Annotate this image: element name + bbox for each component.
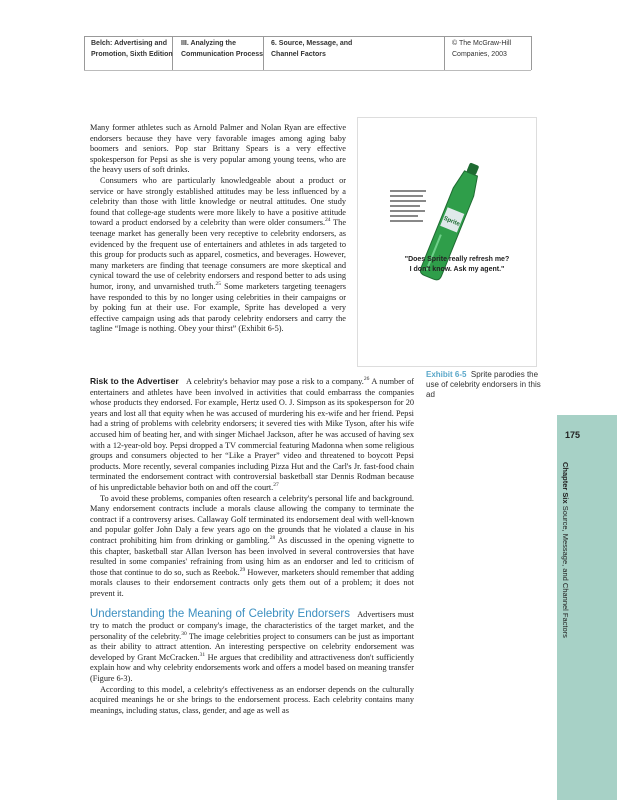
header-base-rule	[84, 70, 531, 71]
paragraph: To avoid these problems, companies often research a celebrity's personal life and background. Many endorsement contracts include a morals clause allowing the company to terminate the contract if a controversy arises. Callaway Golf terminated its endorsement deal with well-known and popular golfer John Daly a few years ago on the grounds that he violated a clause in his contract prohibiting him from drinking or gambling.$^{28}$ As discussed in the opening vignette to this chapter, basketball star Allan Iverson has been involved in several controversies that have resulted in some companies' refraining from using him as an endorser and led to criticism of those that continue to do so, such as Reebok.$^{29}$ However, marketers should remember that adding morals clauses to their endorsement contracts only gets them out of a problem; it does not prevent it.	[90, 493, 414, 598]
header-part: III. Analyzing the Communication Process	[181, 40, 264, 58]
exhibit-image	[357, 117, 537, 367]
header-book: Belch: Advertising and Promotion, Sixth Edition	[91, 40, 173, 58]
chapter-running-title: Chapter Six Source, Message, and Channel Factors	[561, 462, 570, 638]
header-chapter: 6. Source, Message, and Channel Factors	[271, 40, 353, 58]
header-rule	[84, 36, 531, 37]
sprite-ad-illustration	[358, 118, 536, 366]
header-divider	[531, 36, 532, 70]
header-copyright: © The McGraw-Hill Companies, 2003	[452, 40, 512, 58]
paragraph: Understanding the Meaning of Celebrity Endorsers Advertisers must try to match the product or company's image, the characteristics of the target market, and the personality of the celebrity.$^{30}$ The image celebrities project to consumers can be just as important as their ability to attract attention. An interesting perspective on celebrity endorsement was developed by Grant McCracken.$^{31}$ He argues that credibility and attractiveness don't sufficiently explain how and why celebrity endorsements work and offers a model based on meaning transfer (Figure 6-3).	[90, 608, 415, 684]
paragraph: Consumers who are particularly knowledgeable about a product or service or have strongly established attitudes may be less influenced by a celebrity than those with little knowledge or neutral attitudes. One study found that college-age students were more likely to have a positive attitude toward a product endorsed by a celebrity than were older consumers.$^{24}$ The teenage market has generally been very receptive to celebrity endorsers, as evidenced by the frequent use of entertainers and athletes in ads targeted to this group for products such as apparel, cosmetics, and beverages. However, many marketers are finding that teenage consumers are more skeptical and cynical toward the use of celebrity endorsers and respond better to ads using humor, irony, and unvarnished truth.$^{25}$ Some marketers targeting teenagers have responded to this by no longer using celebrities in their campaigns or by poking fun at their use. For example, Sprite has developed a very effective campaign using ads that parody celebrity endorsers and carry the tagline “Image is nothing. Obey your thirst” (Exhibit 6-5).	[90, 175, 346, 334]
runin-heading: Risk to the Advertiser	[90, 376, 179, 386]
section-heading: Understanding the Meaning of Celebrity Endorsers	[90, 608, 350, 621]
body-column-lower	[90, 376, 414, 716]
svg-text:Sprite: Sprite	[442, 215, 461, 228]
paragraph: Many former athletes such as Arnold Palmer and Nolan Ryan are effective endorsers because they have very favorable images among aging baby boomers and seniors. Pop star Brittany Spears is a very effective spokesperson for Pepsi as she is very popular among young teens, who are the heavy users of soft drinks.	[90, 123, 346, 175]
header-divider	[444, 36, 445, 70]
exhibit-caption: Exhibit 6-5 Sprite parodies the use of celebrity endorsers in this ad	[426, 370, 541, 399]
header-divider	[263, 36, 264, 70]
sprite-bottle	[419, 160, 485, 281]
ad-quote-line2: I don't know. Ask my agent."	[409, 266, 505, 273]
page-number: 175	[565, 430, 581, 440]
paragraph: According to this model, a celebrity's effectiveness as an endorser depends on the culturally acquired meanings he or she brings to the endorsement process. Each celebrity contains many meanings, including status, class, gender, and age as well as	[90, 684, 414, 715]
ad-quote-line1: "Does Sprite really refresh me?	[404, 256, 510, 263]
header-divider	[84, 36, 85, 70]
paragraph: Risk to the Advertiser A celebrity's behavior may pose a risk to a company.$^{26}$ A number of entertainers and athletes have been involved in activities that could embarrass the companies whose products they endorsed. For example, Hertz used O. J. Simpson as its spokesperson for 20 years and lost all that equity when he was accused of murdering his ex-wife and her friend. Pepsi had a string of problems with celebrity endorsers; it severed ties with Mike Tyson, after his wife accused him of beating her, and with singer Michael Jackson, after he was accused of having sex with a 12-year-old boy. Pepsi dropped a TV commercial featuring Madonna when some religious groups and consumers objected to her “Like a Prayer” video and threatened to boycott Pepsi products. More recently, several companies including Pizza Hut and the Carl's Jr. fast-food chain terminated the endorsement contract with controversial basketball star Dennis Rodman because of his unpredictable behavior both on and off the court.$^{27}$	[90, 376, 414, 492]
exhibit-label: Exhibit 6-5	[426, 370, 467, 379]
body-column-top	[90, 123, 346, 335]
